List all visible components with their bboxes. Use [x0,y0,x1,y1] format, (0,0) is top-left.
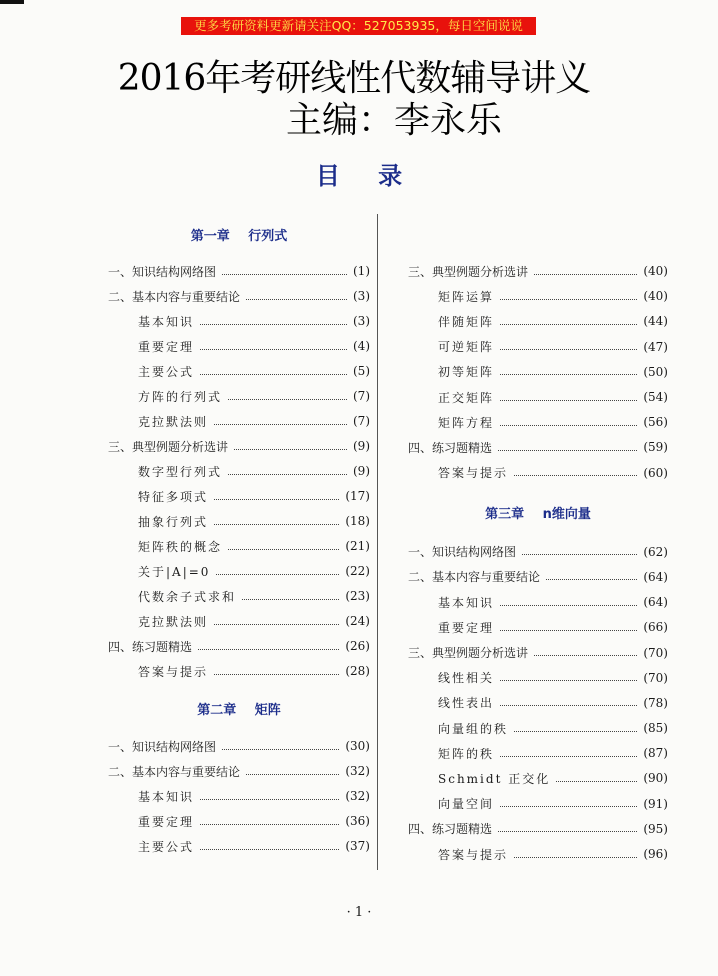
toc-entry[interactable] [408,841,668,866]
entry-label: 三、典型例题分析选讲 [408,646,529,661]
toc-entry[interactable] [108,609,370,634]
dot-leader [200,349,347,350]
page-number: · 1 · [346,905,372,920]
entry-label: 四、练习题精选 [108,639,193,654]
entry-label: 主要公式 [138,364,195,379]
dot-leader [498,450,637,451]
entry-label: 基本知识 [138,789,195,804]
entry-page: (66) [643,620,668,635]
entry-page: (7) [353,414,370,428]
entry-page: (7) [353,389,370,403]
toc-entry[interactable] [108,759,370,784]
entry-label: 初等矩阵 [438,365,495,380]
dot-leader [234,449,347,450]
dot-leader [222,274,347,275]
entry-page: (59) [643,440,668,455]
entry-page: (60) [643,465,668,480]
entry-page: (56) [643,415,668,430]
entry-page: (21) [345,539,370,553]
dot-leader [500,400,637,401]
entry-page: (91) [643,796,668,811]
column-divider [377,214,378,870]
dot-leader [514,857,637,858]
entry-label: 向量空间 [438,797,495,812]
entry-label: 主要公式 [138,839,195,854]
toc-left-column [108,210,370,859]
entry-label: 重要定理 [138,814,195,829]
entry-page: (50) [643,364,668,379]
entry-page: (96) [643,847,668,862]
toc-entry[interactable] [108,534,370,559]
dot-leader [500,374,637,375]
toc-entry[interactable] [108,409,370,434]
dot-leader [242,599,339,600]
entry-page: (85) [643,721,668,736]
dot-leader [200,799,339,800]
dot-leader [500,425,637,426]
toc-entry[interactable] [108,484,370,509]
scan-edge-mark [0,0,24,4]
entry-label: 答案与提示 [438,847,509,862]
toc-entry[interactable] [108,284,370,309]
book-title: 2016年考研线性代数辅导讲义 [117,58,591,99]
dot-leader [200,324,347,325]
entry-label: 四、练习题精选 [408,822,493,837]
entry-page: (54) [643,390,668,405]
toc-entry[interactable] [408,741,668,766]
toc-entry[interactable] [108,734,370,759]
entry-page: (40) [643,289,668,304]
dot-leader [534,274,637,275]
entry-label: 矩阵运算 [438,289,495,304]
entry-label: 克拉默法则 [138,614,209,629]
toc-heading: 目 录 [315,162,403,190]
entry-page: (9) [353,464,370,478]
dot-leader [228,399,347,400]
entry-page: (22) [345,564,370,578]
entry-label: 重要定理 [138,339,195,354]
entry-page: (78) [643,695,668,710]
entry-page: (9) [353,439,370,453]
dot-leader [556,781,637,782]
toc-entry[interactable] [408,435,668,460]
toc-entry[interactable] [108,559,370,584]
toc-entry[interactable] [108,334,370,359]
dot-leader [222,749,339,750]
entry-label: 矩阵的秩 [438,746,495,761]
entry-page: (3) [353,289,370,303]
toc-entry[interactable] [108,259,370,284]
dot-leader [500,349,637,350]
entry-label: 特征多项式 [138,489,209,504]
entry-label: 二、基本内容与重要结论 [108,289,241,304]
entry-label: 克拉默法则 [138,414,209,429]
toc-entry[interactable] [408,539,668,564]
entry-label: 矩阵秩的概念 [138,539,223,554]
dot-leader [198,649,339,650]
entry-page: (37) [345,839,370,853]
toc-entry[interactable] [408,309,668,334]
entry-label: 二、基本内容与重要结论 [408,570,541,585]
entry-label: 一、知识结构网络图 [108,264,217,279]
entry-label: 答案与提示 [438,466,509,481]
entry-label: 代数余子式求和 [138,589,237,604]
entry-page: (24) [345,614,370,628]
dot-leader [214,524,339,525]
entry-page: (87) [643,746,668,761]
entry-label: 正交矩阵 [438,390,495,405]
dot-leader [500,299,637,300]
entry-label: 三、典型例题分析选讲 [408,264,529,279]
entry-label: 二、基本内容与重要结论 [108,764,241,779]
toc-entry[interactable] [408,284,668,309]
entry-page: (40) [643,264,668,279]
toc-entry[interactable] [408,791,668,816]
entry-page: (17) [345,489,370,503]
entry-page: (23) [345,589,370,603]
toc-entry[interactable] [108,359,370,384]
promo-banner: 更多考研资料更新请关注QQ：527053935，每日空间说说 [181,17,536,35]
entry-page: (70) [643,645,668,660]
entry-page: (3) [353,314,370,328]
dot-leader [500,324,637,325]
dot-leader [514,475,637,476]
entry-label: 关于|A|=0 [138,564,211,579]
toc-entry[interactable] [408,460,668,485]
entry-page: (90) [643,771,668,786]
entry-page: (70) [643,670,668,685]
entry-page: (32) [345,789,370,803]
dot-leader [522,554,637,555]
entry-label: 线性相关 [438,671,495,686]
editor-line: 主编：李永乐 [285,100,502,141]
entry-page: (32) [345,764,370,778]
toc-right-column [408,259,668,867]
entry-page: (18) [345,514,370,528]
entry-page: (26) [345,639,370,653]
dot-leader [546,579,637,580]
dot-leader [214,674,339,675]
entry-label: 一、知识结构网络图 [408,545,517,560]
dot-leader [500,605,637,606]
toc-entry[interactable] [108,809,370,834]
entry-page: (44) [643,314,668,329]
dot-leader [246,299,347,300]
toc-entry[interactable] [408,615,668,640]
entry-label: 向量组的秩 [438,721,509,736]
dot-leader [200,374,347,375]
toc-entry[interactable] [108,509,370,534]
entry-label: 线性表出 [438,696,495,711]
toc-entry[interactable] [408,640,668,665]
entry-page: (30) [345,739,370,753]
toc-entry[interactable] [408,359,668,384]
dot-leader [200,849,339,850]
entry-page: (28) [345,664,370,678]
entry-label: 一、知识结构网络图 [108,739,217,754]
entry-label: 基本知识 [438,595,495,610]
dot-leader [214,499,339,500]
entry-label: 可逆矩阵 [438,340,495,355]
dot-leader [500,680,637,681]
dot-leader [200,824,339,825]
entry-page: (47) [643,339,668,354]
dot-leader [500,630,637,631]
dot-leader [500,806,637,807]
toc-entry[interactable] [108,584,370,609]
entry-label: 方阵的行列式 [138,389,223,404]
toc-entry[interactable] [408,716,668,741]
entry-label: 数字型行列式 [138,464,223,479]
entry-label: 重要定理 [438,620,495,635]
entry-label: 答案与提示 [138,664,209,679]
entry-page: (62) [643,544,668,559]
toc-entry[interactable] [408,665,668,690]
toc-entry[interactable] [108,634,370,659]
dot-leader [500,756,637,757]
chapter-heading: 第三章 n维向量 [485,506,591,522]
entry-page: (64) [643,569,668,584]
toc-entry[interactable] [408,590,668,615]
chapter-heading: 第二章 矩阵 [197,703,281,718]
toc-entry[interactable] [408,564,668,589]
entry-page: (5) [353,364,370,378]
toc-entry[interactable] [108,659,370,684]
dot-leader [214,424,347,425]
toc-entry[interactable] [108,784,370,809]
toc-entry[interactable] [408,816,668,841]
toc-entry[interactable] [408,690,668,715]
entry-page: (36) [345,814,370,828]
toc-entry[interactable] [108,434,370,459]
dot-leader [228,549,339,550]
chapter-heading: 第一章 行列式 [190,228,288,244]
entry-page: (1) [353,264,370,278]
entry-label: Schmidt 正交化 [438,771,551,786]
dot-leader [246,774,339,775]
toc-entry[interactable] [408,259,668,284]
entry-label: 矩阵方程 [438,415,495,430]
toc-entry[interactable] [408,384,668,409]
toc-entry[interactable] [108,309,370,334]
dot-leader [228,474,347,475]
dot-leader [534,655,637,656]
toc-entry[interactable] [108,834,370,859]
entry-label: 抽象行列式 [138,514,209,529]
entry-label: 四、练习题精选 [408,440,493,455]
entry-label: 三、典型例题分析选讲 [108,439,229,454]
entry-label: 伴随矩阵 [438,314,495,329]
dot-leader [500,705,637,706]
entry-page: (95) [643,821,668,836]
entry-label: 基本知识 [138,314,195,329]
toc-entry[interactable] [408,766,668,791]
dot-leader [214,624,339,625]
entry-page: (64) [643,595,668,610]
dot-leader [216,574,339,575]
entry-page: (4) [353,339,370,353]
dot-leader [498,831,637,832]
toc-entry[interactable] [108,459,370,484]
toc-entry[interactable] [108,384,370,409]
dot-leader [514,731,637,732]
toc-entry[interactable] [408,410,668,435]
toc-entry[interactable] [408,334,668,359]
